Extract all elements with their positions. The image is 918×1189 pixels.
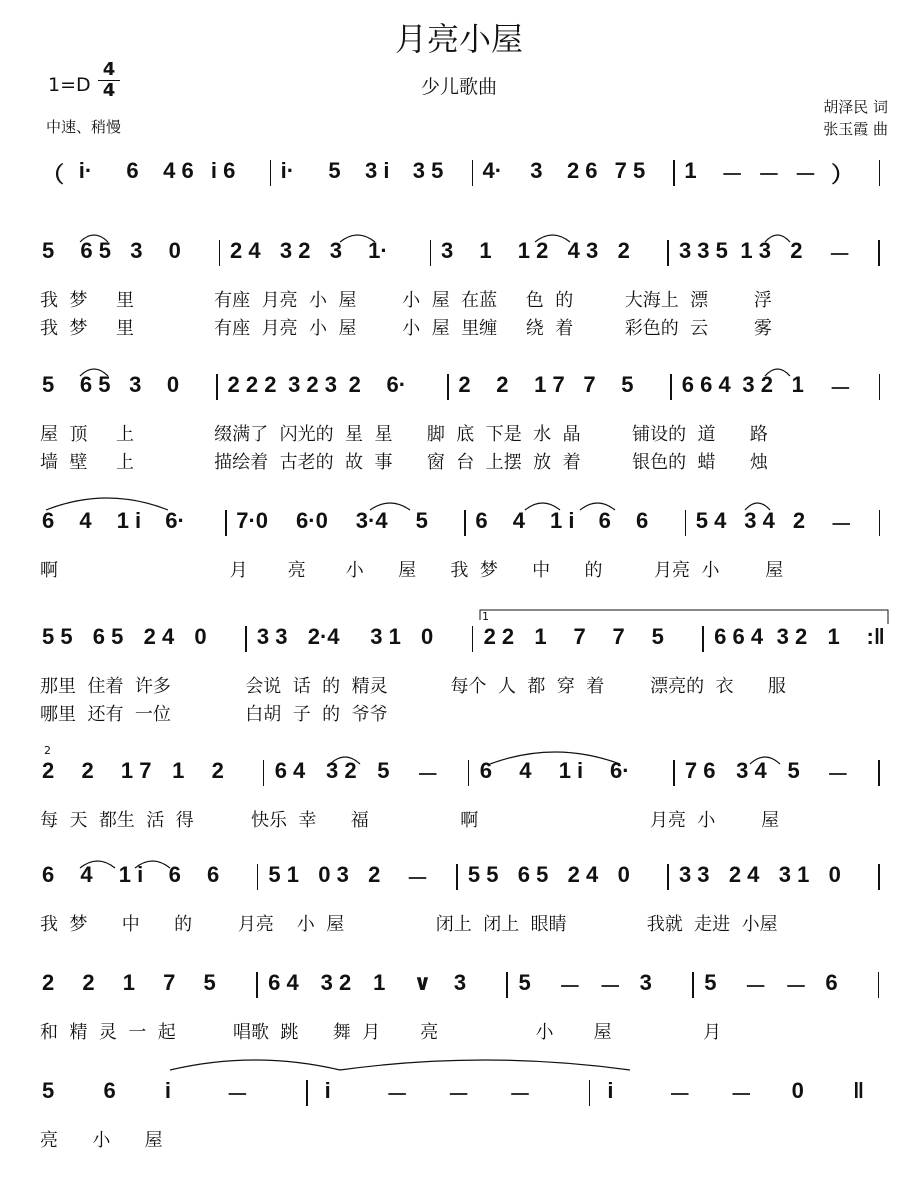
note-token: 3: [453, 970, 467, 995]
note-token: 6 5: [79, 372, 111, 397]
note-token: 6 5: [517, 862, 549, 887]
score-system: [0, 610, 918, 725]
note-token: 1: [122, 970, 135, 995]
note-token: 5: [415, 508, 428, 533]
note-token: 5: [42, 372, 55, 397]
volta-number: 1: [482, 610, 489, 623]
note-token: 0: [791, 1078, 804, 1103]
note-token: 0: [194, 624, 207, 649]
note-token: 3 2: [325, 758, 357, 783]
note-token: 2: [792, 508, 806, 533]
notation-line: [0, 1078, 918, 1118]
note-token: 6: [475, 508, 488, 533]
bar-line: [456, 864, 458, 890]
note-token: 6: [825, 970, 838, 995]
note-token: 2 4: [728, 862, 760, 887]
note-token: 1 3: [740, 238, 771, 263]
note-token: 3: [530, 158, 543, 183]
note-token: 7: [573, 624, 586, 649]
note-token: －: [826, 762, 849, 787]
note-token: 1 7: [534, 372, 565, 397]
note-token: 6: [598, 508, 611, 533]
note-token: 6 4: [268, 970, 299, 995]
note-token: 6: [103, 1078, 116, 1103]
note-token: 1 7: [120, 758, 152, 783]
note-token: 2 4: [230, 238, 261, 263]
note-token: －: [509, 1082, 532, 1107]
bar-line: [879, 510, 881, 536]
bar-line: [667, 240, 669, 266]
note-token: －: [785, 974, 808, 999]
note-token: －: [406, 866, 429, 891]
note-token: 2 4: [567, 862, 599, 887]
note-token: 2: [496, 372, 509, 397]
slur: [170, 1060, 340, 1070]
note-token: 5: [704, 970, 717, 995]
note-token: －: [721, 162, 744, 187]
composer-credit: 张玉霞 曲: [823, 120, 888, 138]
bar-line: [216, 374, 218, 400]
note-token: －: [828, 242, 851, 267]
note-token: 3 i: [365, 158, 390, 183]
bar-line: [667, 864, 669, 890]
note-token: 6 4: [274, 758, 306, 783]
note-token: 5 1: [268, 862, 299, 887]
note-token: －: [558, 974, 581, 999]
bar-line: [225, 510, 227, 536]
bar-line: [670, 374, 672, 400]
note-token: 6: [42, 508, 55, 533]
note-token: 3: [441, 238, 454, 263]
note-token: 5: [377, 758, 390, 783]
note-token: 5: [328, 158, 341, 183]
note-token: 2·4: [307, 624, 340, 649]
note-token: 2 2: [483, 624, 515, 649]
note-token: 6: [168, 862, 181, 887]
note-token: 6: [206, 862, 220, 887]
lyric-line: 亮 小 屋: [40, 1130, 163, 1151]
note-token: －: [730, 1082, 753, 1107]
note-token: 2 4: [143, 624, 175, 649]
note-token: 3 5: [412, 158, 444, 183]
bar-line: [263, 760, 265, 786]
bar-line: [219, 240, 221, 266]
note-token: 1: [479, 238, 492, 263]
note-token: 2: [790, 238, 803, 263]
note-token: 5: [203, 970, 216, 995]
notation-line: [0, 758, 918, 798]
bar-line: [685, 510, 687, 536]
lyric-line: 每 天 都生 活 得 快乐 幸 福 啊 月亮 小 屋: [40, 810, 780, 831]
note-token: 2: [42, 758, 55, 783]
note-token: 6 6 4: [714, 624, 764, 649]
bar-line: [878, 864, 880, 890]
note-token: 4: [80, 862, 93, 887]
note-token: －: [226, 1082, 249, 1107]
note-token: 2: [42, 970, 55, 995]
note-token: 0: [617, 862, 630, 887]
note-token: 2: [82, 970, 95, 995]
tempo-marking: 中速、稍慢: [46, 118, 122, 136]
notation-line: [0, 158, 918, 198]
bar-line: [673, 760, 675, 786]
note-token: 4: [79, 508, 92, 533]
volta-bracket: [480, 610, 888, 624]
note-token: 1 i: [118, 862, 144, 887]
note-token: 2: [368, 862, 381, 887]
note-token: －: [386, 1082, 409, 1107]
note-token: 7: [163, 970, 176, 995]
note-token: 0 3: [318, 862, 349, 887]
note-token: 4·: [482, 158, 503, 183]
score-system: [0, 238, 918, 339]
bar-line: [430, 240, 432, 266]
bar-line: [472, 160, 474, 186]
note-token: i: [607, 1078, 614, 1103]
note-token: 6·0: [296, 508, 328, 533]
notation-line: [0, 508, 918, 548]
notation-line: [0, 238, 918, 278]
volta-number: 2: [44, 744, 51, 757]
note-token: i·: [78, 158, 93, 183]
lyric-line: 哪里 还有 一位 白胡 子 的 爷爷: [40, 704, 388, 725]
note-token: 4 3: [567, 238, 599, 263]
note-token: －: [830, 512, 853, 537]
note-token: 3: [129, 372, 142, 397]
bar-line: [447, 374, 449, 400]
note-token: 6·: [165, 508, 185, 533]
bar-line: [464, 510, 466, 536]
note-token: 1: [684, 158, 697, 183]
bar-line: [879, 160, 881, 186]
score-system: [0, 372, 918, 473]
bar-line: [468, 760, 470, 786]
bar-line: [257, 864, 259, 890]
note-token: 1 i: [558, 758, 584, 783]
note-token: 6 5: [92, 624, 124, 649]
lyric-line: 屋 顶 上 缀满了 闪光的 星 星 脚 底 下是 水 晶 铺设的 道 路: [40, 424, 768, 445]
bar-line: [878, 760, 880, 786]
note-token: 4: [519, 758, 532, 783]
lyric-line: 和 精 灵 一 起 唱歌 跳 舞 月 亮 小 屋 月: [40, 1022, 722, 1043]
note-token: 3 4: [736, 758, 767, 783]
note-token: 5: [518, 970, 531, 995]
time-signature-bottom: 4: [98, 80, 120, 101]
note-token: 0: [168, 238, 181, 263]
lyric-line: 我 梦 里 有座 月亮 小 屋 小 屋 在蓝 色 的 大海上 漂 浮: [40, 290, 772, 311]
note-token: 3 3: [678, 862, 710, 887]
note-token: 5 4: [695, 508, 727, 533]
note-token: 2: [348, 372, 361, 397]
note-token: i·: [280, 158, 295, 183]
song-title: 月亮小屋: [394, 20, 523, 58]
note-token: －: [447, 1082, 470, 1107]
note-token: 2: [458, 372, 471, 397]
note-token: i: [324, 1078, 331, 1103]
note-token: 2: [211, 758, 224, 783]
note-token: －: [829, 376, 852, 401]
note-token: 6: [479, 758, 493, 783]
note-token: 3: [639, 970, 652, 995]
note-token: 5: [651, 624, 664, 649]
note-token: 1 i: [116, 508, 142, 533]
bar-line: [245, 626, 247, 652]
note-token: 1: [534, 624, 547, 649]
note-token: 0: [166, 372, 180, 397]
notation-line: [0, 624, 918, 664]
note-token: 3 4: [744, 508, 775, 533]
note-token: 5: [621, 372, 634, 397]
notation-line: [0, 970, 918, 1010]
note-token: 4 6: [163, 158, 194, 183]
note-token: 7: [612, 624, 625, 649]
note-token: 1: [827, 624, 840, 649]
note-token: 5: [42, 238, 55, 263]
lyric-line: 我 梦 中 的 月亮 小 屋 闭上 闭上 眼睛 我就 走进 小屋: [40, 914, 778, 935]
bar-line: [472, 626, 474, 652]
bar-line: [673, 160, 675, 186]
score-system: [0, 508, 918, 581]
song-subtitle: 少儿歌曲: [420, 76, 497, 98]
note-token: ‖: [853, 1078, 865, 1103]
note-token: i: [164, 1078, 172, 1103]
bar-line: [589, 1080, 591, 1106]
note-token: 1: [791, 372, 804, 397]
lyric-line: 那里 住着 许多 会说 话 的 精灵 每个 人 都 穿 着 漂亮的 衣 服: [40, 676, 786, 697]
slur: [340, 1060, 630, 1070]
note-token: 3 3 5: [678, 238, 728, 263]
note-token: 6 5: [80, 238, 111, 263]
note-token: －: [668, 1082, 691, 1107]
note-token: 7 5: [614, 158, 646, 183]
note-token: ）: [831, 162, 854, 187]
lyric-line: 墙 壁 上 描绘着 古老的 故 事 窗 台 上摆 放 着 银色的 蜡 烛: [40, 452, 768, 473]
note-token: －: [757, 162, 780, 187]
note-token: 3 2 3: [288, 372, 337, 397]
note-token: －: [416, 762, 439, 787]
note-token: 6: [635, 508, 649, 533]
note-token: 6 6 4: [681, 372, 731, 397]
score-system: [0, 158, 918, 218]
score-system: [0, 744, 918, 831]
lyricist-credit: 胡泽民 词: [823, 98, 888, 116]
note-token: 6·: [386, 372, 407, 397]
note-token: 5: [787, 758, 800, 783]
notation-line: [0, 862, 918, 902]
note-token: 7 6: [684, 758, 716, 783]
time-signature-top: 4: [102, 59, 116, 80]
time-signature: [98, 60, 120, 101]
note-token: :‖: [866, 624, 885, 649]
note-token: 1 i: [550, 508, 575, 533]
note-token: 2 2 2: [227, 372, 277, 397]
note-token: －: [744, 974, 767, 999]
note-token: 1: [373, 970, 386, 995]
note-token: 3 3: [256, 624, 288, 649]
note-token: 5 5: [42, 624, 73, 649]
bar-line: [878, 240, 880, 266]
note-token: 1 2: [517, 238, 549, 263]
score-system: [0, 1078, 918, 1151]
note-token: 6: [42, 862, 55, 887]
note-token: 5 5: [467, 862, 499, 887]
bar-line: [270, 160, 272, 186]
bar-line: [702, 626, 704, 652]
bar-line: [692, 972, 694, 998]
note-token: 1·: [368, 238, 388, 263]
bar-line: [256, 972, 258, 998]
key-signature: 1=D: [48, 74, 91, 96]
bar-line: [506, 972, 508, 998]
note-token: 3 2: [279, 238, 311, 263]
note-token: －: [794, 162, 817, 187]
note-token: －: [599, 974, 622, 999]
note-token: 6·: [609, 758, 630, 783]
note-token: 0: [828, 862, 841, 887]
bar-line: [878, 972, 880, 998]
note-token: 3: [329, 238, 343, 263]
notation-line: [0, 372, 918, 412]
bar-line: [306, 1080, 308, 1106]
lyric-line: 啊 月 亮 小 屋 我 梦 中 的 月亮 小 屋: [40, 560, 784, 581]
note-token: 5: [42, 1078, 55, 1103]
note-token: （: [42, 162, 65, 187]
note-token: 4: [512, 508, 525, 533]
bar-line: [879, 374, 881, 400]
note-token: 1: [172, 758, 185, 783]
note-token: 3 2: [776, 624, 808, 649]
note-token: 6: [126, 158, 139, 183]
score-system: [0, 862, 918, 935]
note-token: 7·0: [236, 508, 269, 533]
note-token: 3 1: [370, 624, 401, 649]
note-token: ∨: [413, 970, 432, 995]
note-token: 3 2: [320, 970, 352, 995]
note-token: i 6: [210, 158, 236, 183]
note-token: 2: [617, 238, 630, 263]
note-token: 7: [583, 372, 596, 397]
note-token: 3·4: [355, 508, 388, 533]
lyric-line: 我 梦 里 有座 月亮 小 屋 小 屋 里缠 绕 着 彩色的 云 雾: [40, 318, 772, 339]
score-system: [0, 970, 918, 1043]
note-token: 2 6: [566, 158, 598, 183]
note-token: 3: [130, 238, 143, 263]
note-token: 2: [81, 758, 94, 783]
note-token: 3 1: [778, 862, 810, 887]
note-token: 3 2: [742, 372, 773, 397]
note-token: 0: [421, 624, 434, 649]
